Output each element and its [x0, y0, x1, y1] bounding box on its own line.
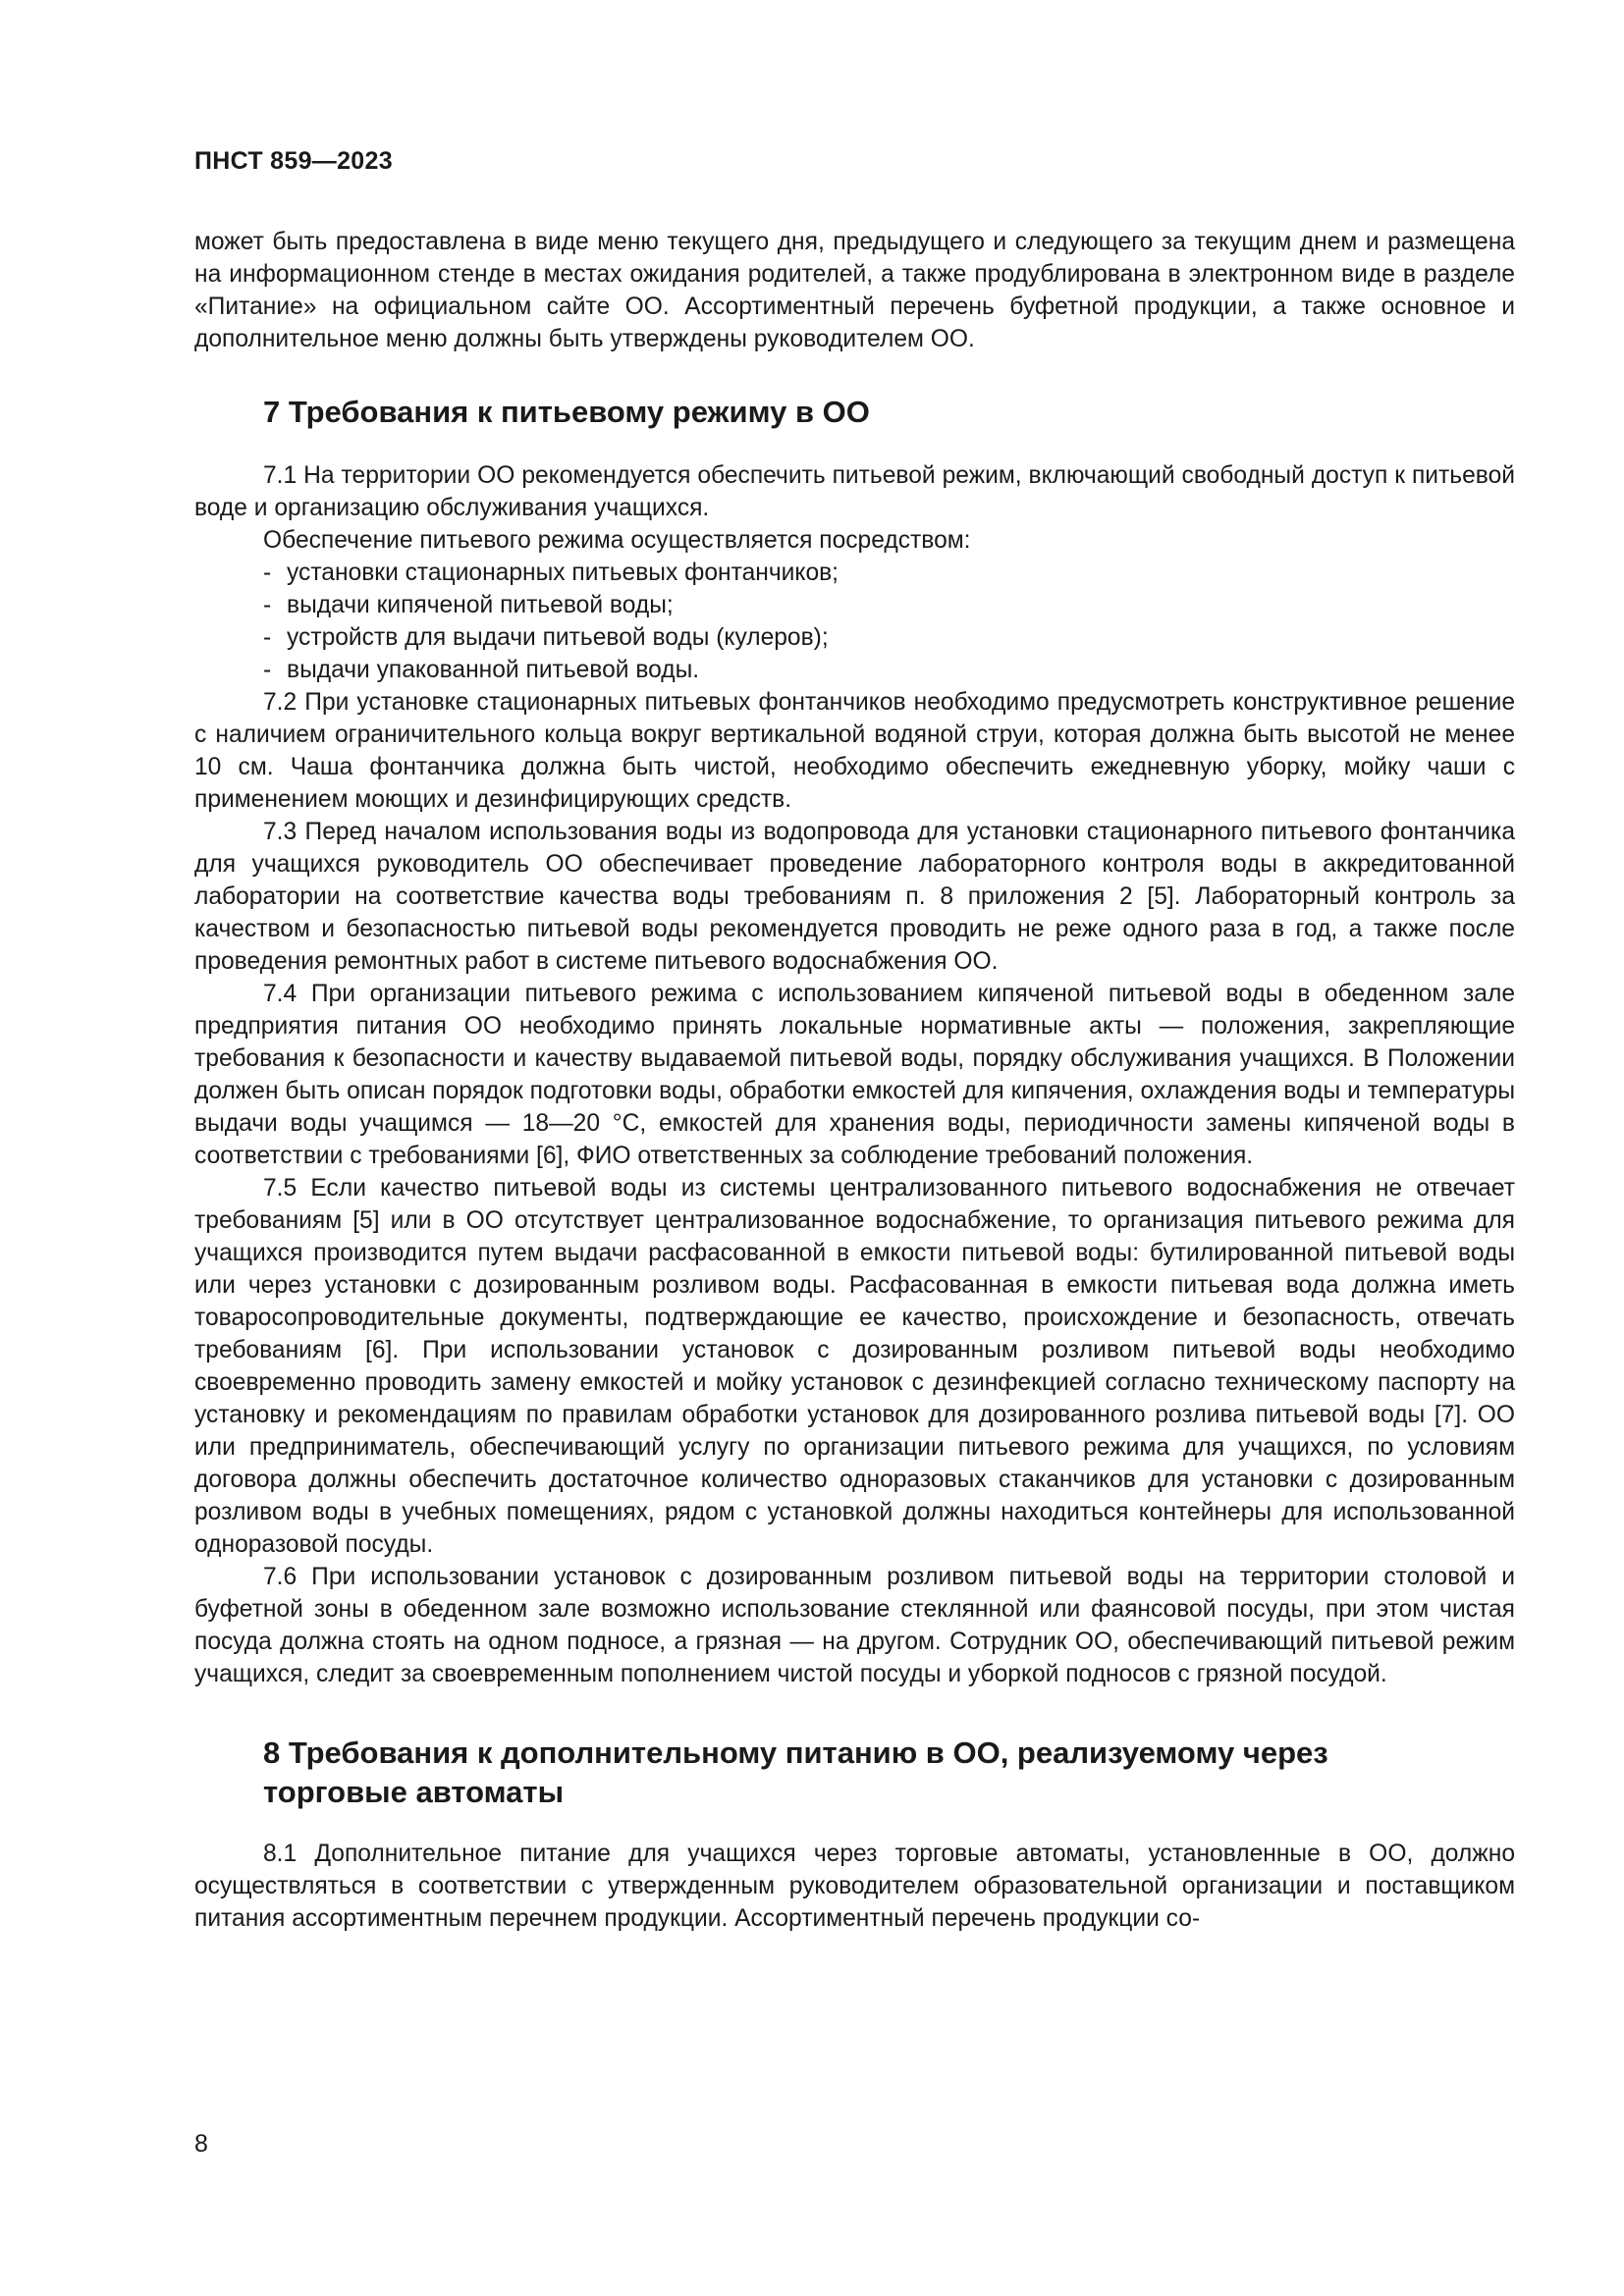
- paragraph-7-1-intro: Обеспечение питьевого режима осуществляется посредством:: [263, 527, 971, 554]
- section-8-heading: 8 Требования к дополнительному питанию в ОО, реализуемому через торговые автоматы: [263, 1735, 1328, 1809]
- paragraph-7-6: 7.6 При использовании установок с дозированным розливом питьевой воды на территории столовой и буфетной зоны в обеденном зале возможно использование стеклянной или фаянсовой посуды, при этом чистая посуда должна стоять на одном подносе, а грязная — на другом. Сотрудник ОО, обеспечивающий питьевой режим учащихся, следит за своевременным пополнением чистой посуды и уборкой подносов с грязной посудой.: [194, 1564, 1515, 1687]
- page-number: 8: [194, 2130, 208, 2158]
- paragraph-7-3: 7.3 Перед началом использования воды из водопровода для установки стационарного питьевого фонтанчика для учащихся руководитель ОО обеспечивает проведение лабораторного контроля воды в аккредитованной лаборатории на соответствие качества воды требованиям п. 8 приложения 2 [5]. Лабораторный контроль за качеством и безопасностью питьевой воды рекомендуется проводить не реже одного раза в год, а также после проведения ремонтных работ в системе питьевого водоснабжения ОО.: [194, 819, 1515, 975]
- list-item: - выдачи кипяченой питьевой воды;: [194, 589, 1515, 621]
- drinking-methods-list: [194, 557, 1515, 686]
- document-body: [194, 226, 1515, 1935]
- paragraph-8-1: 8.1 Дополнительное питание для учащихся через торговые автоматы, установленные в ОО, должно осуществляться в соответствии с утвержденным руководителем образовательной организации и поставщиком питания ассортиментным перечнем продукции. Ассортиментный перечень продукции со-: [194, 1841, 1515, 1932]
- list-item: - установки стационарных питьевых фонтанчиков;: [194, 557, 1515, 589]
- bullet-marker: -: [263, 592, 272, 618]
- section-7-heading: 7 Требования к питьевому режиму в ОО: [263, 395, 870, 429]
- bullet-marker: -: [263, 560, 272, 586]
- paragraph-7-5: 7.5 Если качество питьевой воды из системы централизованного питьевого водоснабжения не отвечает требованиям [5] или в ОО отсутствует централизованное водоснабжение, то организация питьевого режима для учащихся производится путем выдачи расфасованной в емкости питьевой воды: бутилированной питьевой воды или через установки с дозированным розливом воды. Расфасованная в емкости питьевая вода должна иметь товаросопроводительные документы, подтверждающие ее качество, происхождение и безопасность, отвечать требованиям [6]. При использовании установок с дозированным розливом питьевой воды необходимо своевременно проводить замену емкостей и мойку установок с дезинфекцией согласно техническому паспорту на установку и рекомендациям по правилам обработки установок для дозированного розлива питьевой воды [7]. ОО или предприниматель, обеспечивающий услугу по организации питьевого режима для учащихся, по условиям договора должны обеспечить достаточное количество одноразовых стаканчиков для установки с дозированным розливом воды в учебных помещениях, рядом с установкой должны находиться контейнеры для использованной одноразовой посуды.: [194, 1175, 1515, 1558]
- intro-paragraph: может быть предоставлена в виде меню текущего дня, предыдущего и следующего за текущим днем и размещена на информационном стенде в местах ожидания родителей, а также продублирована в электронном виде в разделе «Питание» на официальном сайте ОО. Ассортиментный перечень буфетной продукции, а также основное и дополнительное меню должны быть утверждены руководителем ОО.: [194, 229, 1515, 352]
- bullet-marker: -: [263, 657, 272, 683]
- paragraph-7-4: 7.4 При организации питьевого режима с использованием кипяченой питьевой воды в обеденном зале предприятия питания ОО необходимо принять локальные нормативные акты — положения, закрепляющие требования к безопасности и качеству выдаваемой питьевой воды, порядку обслуживания учащихся. В Положении должен быть описан порядок подготовки воды, обработки емкостей для кипячения, охлаждения воды и температуры выдачи воды учащимся — 18—20 °С, емкостей для хранения воды, периодичности замены кипяченой воды в соответствии с требованиями [6], ФИО ответственных за соблюдение требований положения.: [194, 981, 1515, 1169]
- list-item: - выдачи упакованной питьевой воды.: [194, 654, 1515, 686]
- list-item: - устройств для выдачи питьевой воды (кулеров);: [194, 621, 1515, 654]
- document-code-header: ПНСТ 859—2023: [194, 147, 393, 175]
- paragraph-7-1: 7.1 На территории ОО рекомендуется обеспечить питьевой режим, включающий свободный доступ к питьевой воде и организацию обслуживания учащихся.: [194, 462, 1515, 521]
- paragraph-7-2: 7.2 При установке стационарных питьевых фонтанчиков необходимо предусмотреть конструктивное решение с наличием ограничительного кольца вокруг вертикальной водяной струи, которая должна быть высотой не менее 10 см. Чаша фонтанчика должна быть чистой, необходимо обеспечить ежедневную уборку, мойку чаши с применением моющих и дезинфицирующих средств.: [194, 689, 1515, 813]
- bullet-marker: -: [263, 624, 272, 651]
